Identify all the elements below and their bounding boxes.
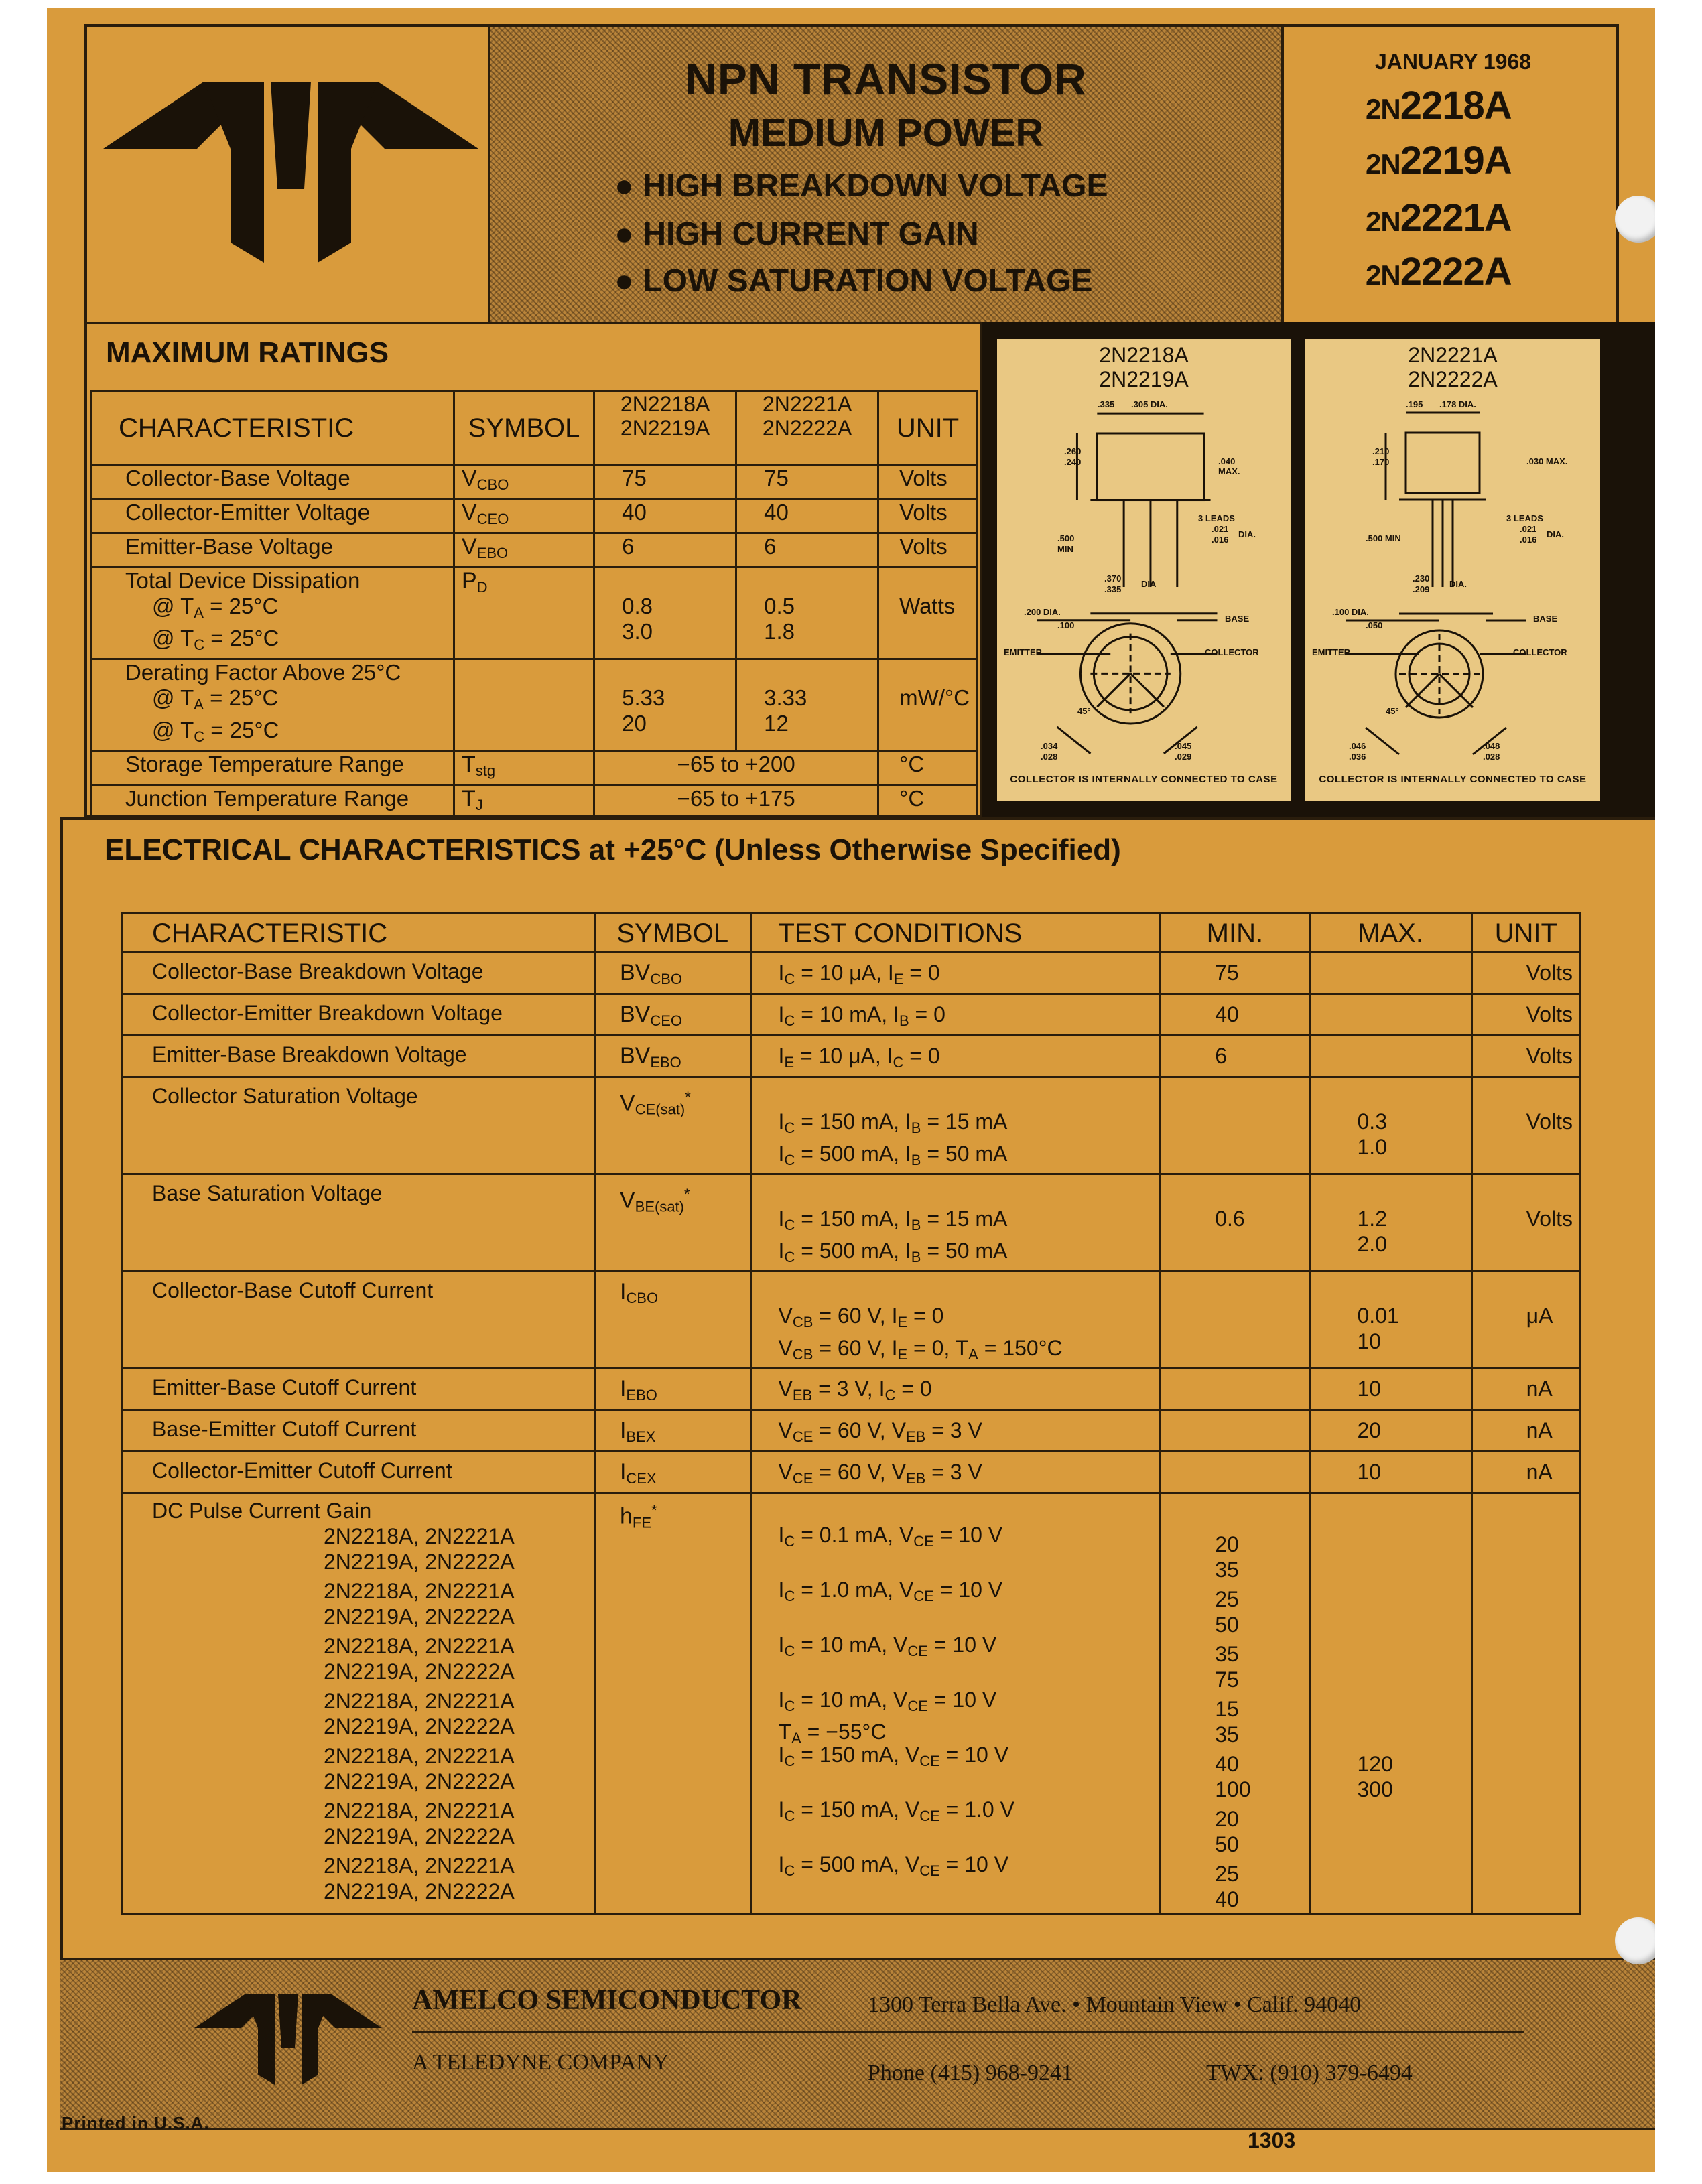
dimension-label: .028 (1483, 752, 1500, 762)
dimension-label: BASE (1533, 614, 1558, 624)
part-2n2222a: 2N2222A (1366, 250, 1512, 293)
electrical-row (122, 1452, 1581, 1493)
ec-unit: Volts (1471, 1174, 1580, 1272)
feature-3: ● LOW SATURATION VOLTAGE (614, 263, 1093, 299)
hfe-condition: $I_C = 150$ mA, $V_{CE} = 10$ V (778, 1743, 1009, 1769)
max-rating-row (91, 499, 978, 533)
dimension-label: 3 LEADS (1506, 513, 1543, 523)
ec-unit: nA (1471, 1452, 1580, 1493)
ec-symbol: $I_{EBO}$ (594, 1369, 750, 1410)
mr-unit: Volts (878, 499, 978, 533)
mr-cond: @ $T_C = 25^\circ C$ (152, 626, 279, 653)
ec-conditions: $I_E = 10$ μA, $I_C = 0$ (750, 1036, 1161, 1077)
dimension-label: .048 (1483, 741, 1500, 751)
max-rating-row (91, 533, 978, 567)
hfe-parts: 2N2218A, 2N2221A 2N2219A, 2N2222A (324, 1854, 515, 1903)
dimension-label: .046 (1349, 741, 1366, 751)
ec-max (1309, 1452, 1471, 1493)
ec-conditions: $I_C = 10$ μA, $I_E = 0$ (750, 953, 1161, 994)
product-title: NPN TRANSISTOR (685, 54, 1087, 104)
package-drawing-2 (1305, 339, 1600, 801)
mr-cond: @ $T_A = 25^\circ C$ (152, 594, 279, 621)
dimension-label: BASE (1225, 614, 1250, 624)
drawing-title-1: 2N2218A (1099, 343, 1189, 367)
hfe-condition: $I_C = 150$ mA, $V_{CE} = 1.0$ V (778, 1797, 1014, 1824)
dimension-label: EMITTER (1312, 647, 1351, 657)
hfe-min: 35 75 (1215, 1642, 1239, 1692)
mr-cond: @ $T_C = 25^\circ C$ (152, 718, 279, 745)
ec-unit: nA (1471, 1410, 1580, 1452)
value-line: 0.01 (1357, 1304, 1399, 1328)
ec-characteristic: Collector-Base Breakdown Voltage (122, 953, 595, 994)
hfe-min: 25 50 (1215, 1587, 1239, 1637)
hfe-parts: 2N2218A, 2N2221A 2N2219A, 2N2222A (324, 1689, 515, 1738)
electrical-body (122, 953, 1581, 1915)
hfe-min-col (1161, 1493, 1309, 1915)
mr-unit: Watts (878, 567, 978, 659)
dimension-label: .260 (1064, 446, 1082, 456)
hfe-symbol: $h_{FE}^*$ (594, 1493, 750, 1915)
mr-symbol (454, 659, 594, 751)
drawing-title-2: 2N2219A (1099, 367, 1189, 391)
ec-conditions: $I_C = 150$ mA, $I_B = 15$ mA $I_C = 500$ mA, $I_B = 50$ mA (750, 1174, 1161, 1272)
package-drawing-1 (997, 339, 1291, 801)
ec-characteristic: Base-Emitter Cutoff Current (122, 1410, 595, 1452)
mr-char: Storage Temperature Range (125, 752, 404, 776)
ec-characteristic: Emitter-Base Cutoff Current (122, 1369, 595, 1410)
value-line: 6 (1215, 1044, 1228, 1068)
mr-characteristic (91, 567, 454, 659)
mr-symbol: $V_{CBO}$ (454, 465, 594, 499)
hfe-max (1358, 1584, 1464, 1639)
ec-conditions: $V_{CB} = 60$ V, $I_E = 0$ $V_{CB} = 60$ V, $I_E = 0$, $T_A = 150^\circ C$ (750, 1272, 1161, 1369)
mr-header-characteristic: CHARACTERISTIC (91, 391, 454, 465)
dimension-label: .500 (1057, 533, 1075, 543)
electrical-row (122, 1036, 1581, 1077)
mr-value-a: 40 (594, 499, 736, 533)
mr-value-a: 6 (594, 533, 736, 567)
mr-characteristic (91, 465, 454, 499)
dimension-label: COLLECTOR (1513, 647, 1567, 657)
ec-min (1161, 1036, 1309, 1077)
ec-conditions: $V_{EB} = 3$ V, $I_C = 0$ (750, 1369, 1161, 1410)
max-rating-row (91, 751, 978, 785)
printed-in: Printed in U.S.A. (62, 2113, 210, 2133)
dimension-label: .335 (1104, 584, 1122, 594)
ec-min (1161, 1174, 1309, 1272)
dimension-label: .036 (1349, 752, 1366, 762)
title-box (488, 27, 1284, 322)
value-line: 10 (1357, 1460, 1382, 1484)
value-line: 1.2 (1357, 1207, 1387, 1231)
feature-2: ● HIGH CURRENT GAIN (614, 216, 979, 252)
dimension-label: .200 DIA. (1024, 607, 1061, 617)
dimension-label: .500 MIN (1366, 533, 1401, 543)
dimension-label: .029 (1175, 752, 1192, 762)
dimension-label: DIA (1141, 579, 1157, 589)
mr-char: Emitter-Base Voltage (125, 534, 333, 559)
mr-characteristic (91, 751, 454, 785)
mr-characteristic (91, 499, 454, 533)
dimension-label: COLLECTOR (1205, 647, 1259, 657)
drawing-title-1: 2N2221A (1408, 343, 1498, 367)
hfe-max (1358, 1639, 1464, 1694)
hfe-condition: $I_C = 0.1$ mA, $V_{CE} = 10$ V (778, 1523, 1003, 1550)
mr-header-unit: UNIT (878, 391, 978, 465)
ec-header-test: TEST CONDITIONS (750, 914, 1161, 953)
ec-min (1161, 1369, 1309, 1410)
hfe-max (1358, 1529, 1464, 1584)
dimension-label: .370 (1104, 573, 1122, 584)
value-line: 0.3 (1357, 1109, 1387, 1134)
ec-min (1161, 953, 1309, 994)
dimension-label: .210 (1372, 446, 1390, 456)
hfe-row (122, 1493, 1581, 1915)
dimension-label: DIA. (1547, 529, 1564, 539)
ec-max (1309, 994, 1471, 1036)
dimension-label: .045 (1175, 741, 1192, 751)
datasheet-page (47, 8, 1655, 2172)
electrical-row (122, 1174, 1581, 1272)
mr-header-col-b: 2N2221A 2N2222A (736, 391, 878, 465)
value-line: 10 (1357, 1329, 1382, 1353)
value-line: 10 (1357, 1377, 1382, 1401)
mr-header-symbol: SYMBOL (454, 391, 594, 465)
mr-unit: Volts (878, 533, 978, 567)
hfe-condition: $I_C = 500$ mA, $V_{CE} = 10$ V (778, 1852, 1009, 1879)
issue-date: JANUARY 1968 (1375, 50, 1531, 74)
ec-characteristic: Collector-Base Cutoff Current (122, 1272, 595, 1369)
value-line: 20 (1357, 1418, 1382, 1442)
hfe-max-col (1309, 1493, 1471, 1915)
part-2n2219a: 2N2219A (1366, 139, 1512, 182)
ec-max (1309, 1369, 1471, 1410)
hfe-condition: $I_C = 1.0$ mA, $V_{CE} = 10$ V (778, 1578, 1003, 1605)
ec-header-min: MIN. (1161, 914, 1309, 953)
part-2n2218a: 2N2218A (1366, 84, 1512, 127)
mr-characteristic (91, 659, 454, 751)
mr-value-a: 5.33 20 (594, 659, 736, 751)
dimension-label: MAX. (1218, 466, 1240, 476)
drawing-note: COLLECTOR IS INTERNALLY CONNECTED TO CASE (1010, 774, 1278, 785)
mr-value-a: 75 (594, 465, 736, 499)
max-rating-row (91, 465, 978, 499)
ec-max (1309, 1174, 1471, 1272)
ec-characteristic: Base Saturation Voltage (122, 1174, 595, 1272)
ec-characteristic: Collector-Emitter Cutoff Current (122, 1452, 595, 1493)
hfe-parts: 2N2218A, 2N2221A 2N2219A, 2N2222A (324, 1524, 515, 1574)
teledyne-logo (103, 75, 478, 263)
footer-divider (412, 2031, 1524, 2033)
value-line: 75 (1215, 961, 1239, 985)
ec-max (1309, 953, 1471, 994)
dimension-label: DIA. (1238, 529, 1256, 539)
mr-char: Junction Temperature Range (125, 786, 409, 811)
dimension-label: EMITTER (1004, 647, 1043, 657)
hfe-max: 120 300 (1357, 1752, 1393, 1801)
hfe-unit (1471, 1493, 1580, 1915)
dimension-label: .178 DIA. (1439, 399, 1476, 409)
electrical-row (122, 994, 1581, 1036)
ec-header-max: MAX. (1309, 914, 1471, 953)
dimension-label: .021 (1212, 524, 1229, 534)
page-number: 1303 (1248, 2128, 1296, 2153)
electrical-row (122, 1077, 1581, 1174)
dimension-label: 3 LEADS (1198, 513, 1235, 523)
binder-hole-top (1615, 196, 1655, 243)
mr-symbol: $P_D$ (454, 567, 594, 659)
ec-unit: Volts (1471, 1036, 1580, 1077)
dimension-label: DIA. (1449, 579, 1467, 589)
dimension-label: 45° (1077, 706, 1091, 716)
ec-max (1309, 1077, 1471, 1174)
max-rating-row (91, 567, 978, 659)
electrical-table (121, 912, 1581, 1915)
max-ratings-body (91, 465, 978, 819)
ec-symbol: $I_{BEX}$ (594, 1410, 750, 1452)
mr-value-a: 0.8 3.0 (594, 567, 736, 659)
ec-unit: Volts (1471, 953, 1580, 994)
ec-symbol: $V_{BE(sat)}^*$ (594, 1174, 750, 1272)
mr-symbol: $T_{stg}$ (454, 751, 594, 785)
mr-value-b: 0.5 1.8 (736, 567, 878, 659)
hfe-max (1358, 1803, 1464, 1858)
dimension-label: .030 MAX. (1526, 456, 1568, 466)
footer-company: AMELCO SEMICONDUCTOR (412, 1985, 802, 2016)
mr-value-b: 75 (736, 465, 878, 499)
mr-unit: °C (878, 785, 978, 819)
dimension-label: .028 (1041, 752, 1058, 762)
dimension-label: .034 (1041, 741, 1058, 751)
value-line: 0.6 (1215, 1207, 1245, 1231)
dimension-label: .305 DIA. (1131, 399, 1168, 409)
mr-symbol: $V_{CEO}$ (454, 499, 594, 533)
dimension-label: .016 (1212, 535, 1229, 545)
electrical-row (122, 1369, 1581, 1410)
value-line: 2.0 (1357, 1232, 1387, 1256)
electrical-row (122, 1410, 1581, 1452)
feature-1: ● HIGH BREAKDOWN VOLTAGE (614, 168, 1108, 204)
footer-phone: Phone (415) 968-9241 (868, 2061, 1073, 2086)
hfe-parts: 2N2218A, 2N2221A 2N2219A, 2N2222A (324, 1744, 515, 1793)
ec-symbol: $I_{CEX}$ (594, 1452, 750, 1493)
max-rating-row (91, 659, 978, 751)
mr-value-b: 3.33 12 (736, 659, 878, 751)
ec-min (1161, 1410, 1309, 1452)
hfe-characteristic: DC Pulse Current Gain (152, 1499, 372, 1523)
ec-max (1309, 1036, 1471, 1077)
ec-symbol: $I_{CBO}$ (594, 1272, 750, 1369)
dimension-label: .240 (1064, 457, 1082, 467)
dimension-label: .100 DIA. (1332, 607, 1369, 617)
dimension-label: .040 (1218, 456, 1236, 466)
mr-characteristic (91, 533, 454, 567)
hfe-parts: 2N2218A, 2N2221A 2N2219A, 2N2222A (324, 1799, 515, 1848)
dimension-label: .195 (1406, 399, 1423, 409)
ec-max (1309, 1410, 1471, 1452)
hfe-max (1358, 1694, 1464, 1749)
dimension-label: .100 (1057, 620, 1075, 630)
hfe-min: 15 35 (1215, 1697, 1239, 1747)
mr-range: −65 to +200 (594, 751, 878, 785)
ec-symbol: $BV_{EBO}$ (594, 1036, 750, 1077)
ec-header-characteristic: CHARACTERISTIC (122, 914, 595, 953)
dimension-label: .021 (1520, 524, 1537, 534)
footer-parent: A TELEDYNE COMPANY (412, 2050, 669, 2075)
hfe-condition: $I_C = 10$ mA, $V_{CE} = 10$ V (778, 1633, 997, 1659)
ec-conditions: $I_C = 150$ mA, $I_B = 15$ mA $I_C = 500$ mA, $I_B = 50$ mA (750, 1077, 1161, 1174)
ec-max (1309, 1272, 1471, 1369)
mr-unit: Volts (878, 465, 978, 499)
ec-min (1161, 1077, 1309, 1174)
footer-twx: TWX: (910) 379-6494 (1206, 2061, 1413, 2086)
ec-symbol: $V_{CE(sat)}^*$ (594, 1077, 750, 1174)
hfe-min: 40 100 (1215, 1752, 1251, 1801)
dimension-label: .230 (1413, 573, 1430, 584)
dimension-label: .170 (1372, 457, 1390, 467)
part-2n2221a: 2N2221A (1366, 196, 1512, 240)
dimension-label: .016 (1520, 535, 1537, 545)
ec-unit: μA (1471, 1272, 1580, 1369)
ec-conditions: $I_C = 10$ mA, $I_B = 0$ (750, 994, 1161, 1036)
footer-address: 1300 Terra Bella Ave. • Mountain View • Calif. 94040 (868, 1992, 1362, 2017)
ec-unit: Volts (1471, 994, 1580, 1036)
ec-symbol: $BV_{CEO}$ (594, 994, 750, 1036)
mr-unit: °C (878, 751, 978, 785)
ec-unit: nA (1471, 1369, 1580, 1410)
value-line: 40 (1215, 1002, 1239, 1026)
ec-min (1161, 1272, 1309, 1369)
ec-conditions: $V_{CE} = 60$ V, $V_{EB} = 3$ V (750, 1410, 1161, 1452)
mr-char: Total Device Dissipation (125, 568, 361, 593)
mr-char: Derating Factor Above 25°C (125, 660, 401, 685)
ec-conditions: $V_{CE} = 60$ V, $V_{EB} = 3$ V (750, 1452, 1161, 1493)
mr-char: Collector-Emitter Voltage (125, 500, 370, 525)
ec-characteristic: Collector-Emitter Breakdown Voltage (122, 994, 595, 1036)
ec-characteristic: Collector Saturation Voltage (122, 1077, 595, 1174)
product-subtitle: MEDIUM POWER (728, 111, 1044, 155)
hfe-parts: 2N2218A, 2N2221A 2N2219A, 2N2222A (324, 1634, 515, 1684)
ec-unit: Volts (1471, 1077, 1580, 1174)
dimension-label: .050 (1366, 620, 1383, 630)
electrical-row (122, 1272, 1581, 1369)
hfe-min: 20 50 (1215, 1807, 1239, 1856)
electrical-row (122, 953, 1581, 994)
electrical-title: ELECTRICAL CHARACTERISTICS at +25°C (Unless Otherwise Specified) (105, 833, 1121, 866)
mr-cond: @ $T_A = 25^\circ C$ (152, 685, 279, 713)
dimension-label: MIN (1057, 544, 1073, 554)
mr-value-b: 40 (736, 499, 878, 533)
ec-header-symbol: SYMBOL (594, 914, 750, 953)
mr-char: Collector-Base Voltage (125, 466, 350, 490)
value-line: 1.0 (1357, 1135, 1387, 1159)
ec-min (1161, 1452, 1309, 1493)
mr-unit: mW/°C (878, 659, 978, 751)
drawing-title-2: 2N2222A (1408, 367, 1498, 391)
dimension-label: .335 (1098, 399, 1115, 409)
hfe-parts: 2N2218A, 2N2221A 2N2219A, 2N2222A (324, 1579, 515, 1629)
mr-symbol: $T_J$ (454, 785, 594, 819)
footer-teledyne-logo (194, 1991, 382, 2085)
max-ratings-table (90, 390, 978, 820)
dimension-label: .209 (1413, 584, 1430, 594)
hfe-conditions (750, 1493, 1161, 1915)
hfe-min: 20 35 (1215, 1532, 1239, 1582)
max-rating-row (91, 785, 978, 819)
ec-min (1161, 994, 1309, 1036)
max-ratings-title: MAXIMUM RATINGS (106, 336, 389, 369)
mr-value-b: 6 (736, 533, 878, 567)
mr-range: −65 to +175 (594, 785, 878, 819)
dimension-label: 45° (1386, 706, 1399, 716)
ec-characteristic: Emitter-Base Breakdown Voltage (122, 1036, 595, 1077)
ec-header-unit: UNIT (1471, 914, 1580, 953)
mr-symbol: $V_{EBO}$ (454, 533, 594, 567)
mr-header-col-a: 2N2218A 2N2219A (594, 391, 736, 465)
hfe-condition: $I_C = 10$ mA, $V_{CE} = 10$ V $T_A = -55^\circ C$ (778, 1688, 997, 1747)
hfe-min: 25 40 (1215, 1862, 1239, 1911)
ec-symbol: $BV_{CBO}$ (594, 953, 750, 994)
drawing-note: COLLECTOR IS INTERNALLY CONNECTED TO CASE (1319, 774, 1587, 785)
mr-characteristic (91, 785, 454, 819)
hfe-characteristic-cell (122, 1493, 595, 1915)
hfe-max (1358, 1858, 1464, 1913)
